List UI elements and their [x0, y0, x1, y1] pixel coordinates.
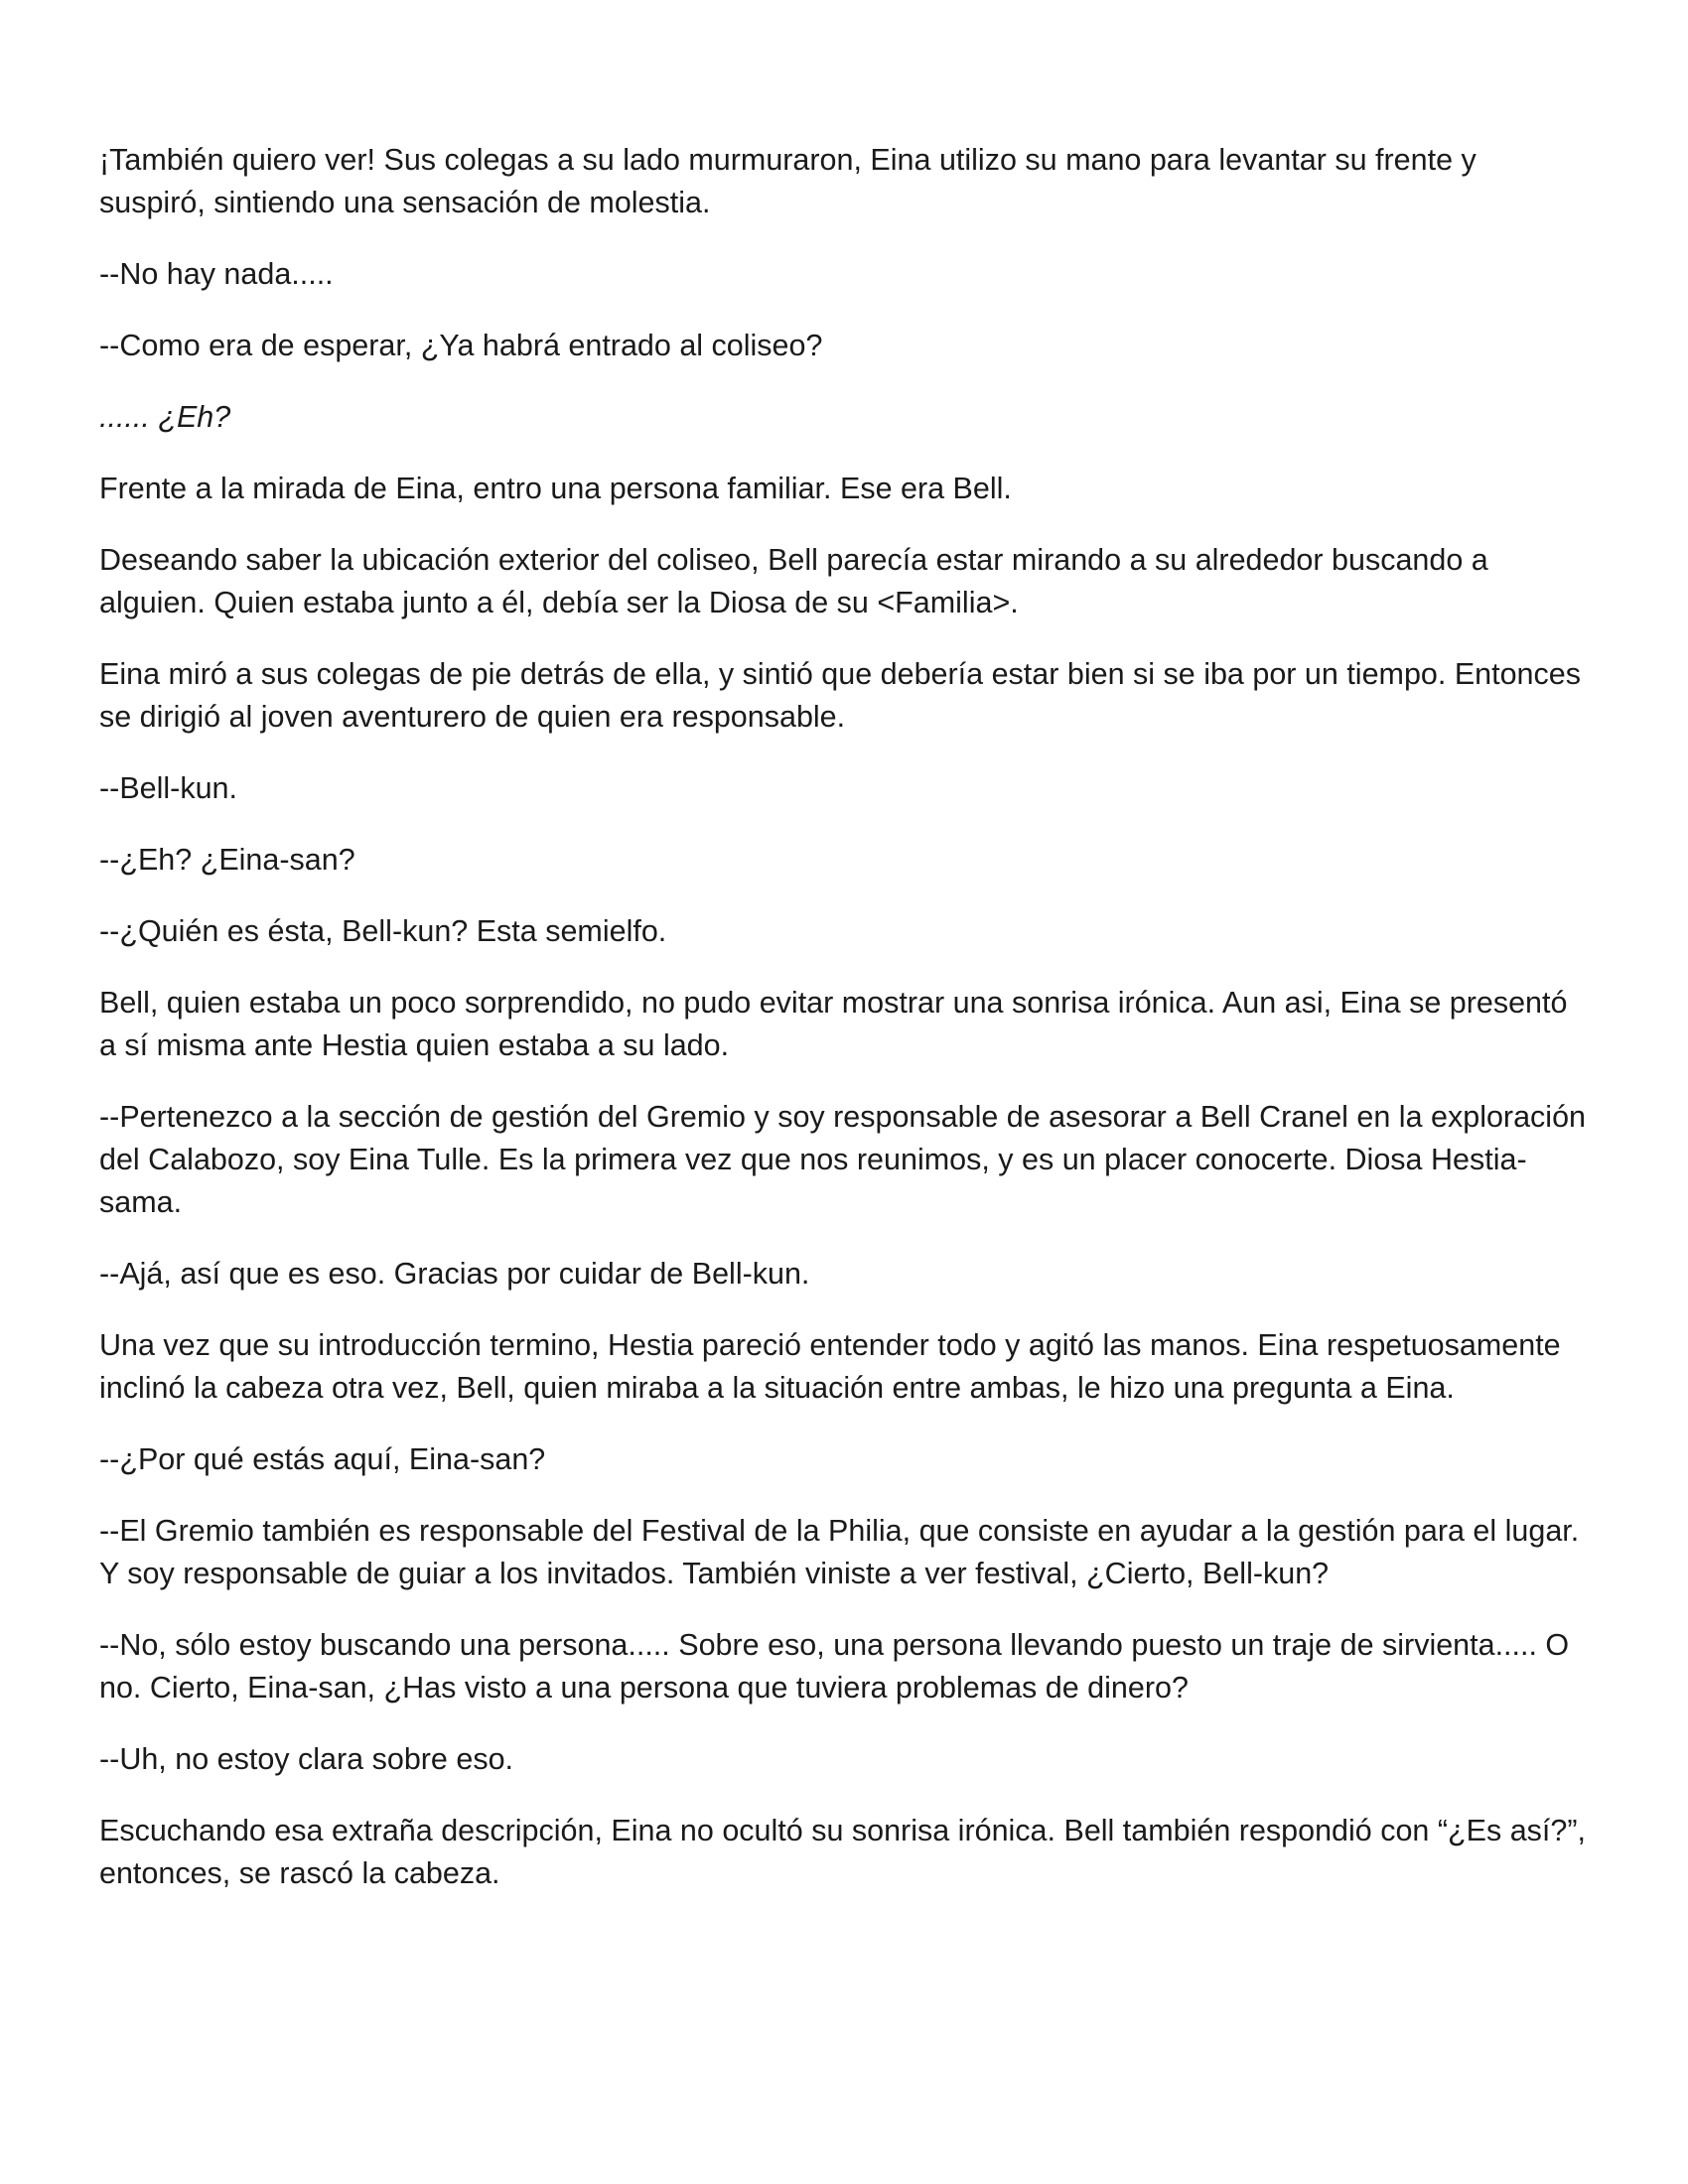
paragraph: --Ajá, así que es eso. Gracias por cuidar de Bell-kun. [99, 1257, 810, 1291]
paragraph: --¿Eh? ¿Eina-san? [99, 843, 355, 877]
paragraph: Frente a la mirada de Eina, entro una persona familiar. Ese era Bell. [99, 472, 1012, 505]
paragraph: --El Gremio también es responsable del Festival de la Philia, que consiste en ayudar a la gestión para el lugar. Y soy responsable de guiar a los invitados. También viniste a ver festival, ¿Cierto, Bell-kun? [99, 1514, 1580, 1590]
paragraph: --¿Por qué estás aquí, Eina-san? [99, 1442, 546, 1476]
paragraph-italic: ...... ¿Eh? [99, 400, 231, 434]
paragraph: Bell, quien estaba un poco sorprendido, no pudo evitar mostrar una sonrisa irónica. Aun asi, Eina se presentó a sí misma ante Hestia quien estaba a su lado. [99, 986, 1568, 1062]
paragraph: --Pertenezco a la sección de gestión del Gremio y soy responsable de asesorar a Bell Cranel en la exploración del Calabozo, soy Eina Tulle. Es la primera vez que nos reunimos, y es un placer conocerte. Diosa Hestia-sama. [99, 1100, 1587, 1219]
paragraph: Una vez que su introducción termino, Hestia pareció entender todo y agitó las manos. Eina respetuosamente inclinó la cabeza otra vez, Bell, quien miraba a la situación entre ambas, le hizo una pregunta a Eina. [99, 1328, 1561, 1405]
paragraph: --Como era de esperar, ¿Ya habrá entrado al coliseo? [99, 329, 823, 362]
paragraph: Deseando saber la ubicación exterior del coliseo, Bell parecía estar mirando a su alrededor buscando a alguien. Quien estaba junto a él, debía ser la Diosa de su <Familia>. [99, 543, 1488, 619]
paragraph: Eina miró a sus colegas de pie detrás de ella, y sintió que debería estar bien si se iba por un tiempo. Entonces se dirigió al joven aventurero de quien era responsable. [99, 657, 1581, 734]
paragraph: --¿Quién es ésta, Bell-kun? Esta semielfo. [99, 914, 667, 948]
paragraph: --Bell-kun. [99, 771, 237, 805]
paragraph: ¡También quiero ver! Sus colegas a su lado murmuraron, Eina utilizo su mano para levantar su frente y suspiró, sintiendo una sensación de molestia. [99, 143, 1477, 219]
paragraph: --No hay nada..... [99, 257, 334, 291]
paragraph: --Uh, no estoy clara sobre eso. [99, 1742, 514, 1776]
document-body [99, 139, 1589, 1924]
paragraph: --No, sólo estoy buscando una persona..... Sobre eso, una persona llevando puesto un traje de sirvienta..... O no. Cierto, Eina-san, ¿Has visto a una persona que tuviera problemas de dinero? [99, 1628, 1570, 1705]
paragraph: Escuchando esa extraña descripción, Eina no ocultó su sonrisa irónica. Bell también respondió con “¿Es así?”, entonces, se rascó la cabeza. [99, 1814, 1587, 1890]
